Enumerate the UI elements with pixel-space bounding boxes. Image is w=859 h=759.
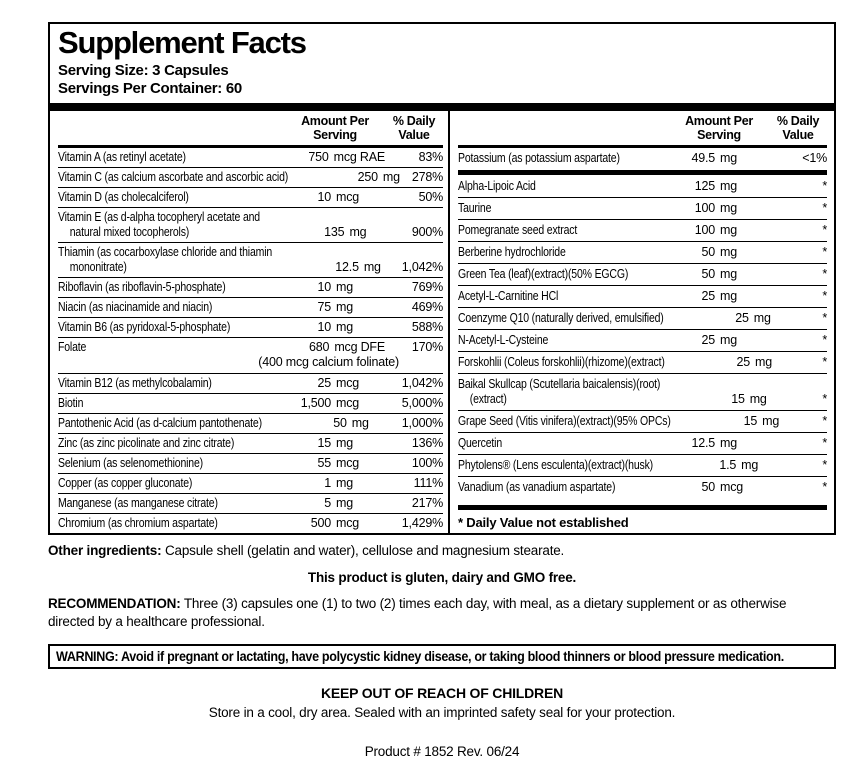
ingredient-name: Vitamin C (as calcium ascorbate and ascorbic acid)	[58, 169, 289, 184]
amount-unit: mg	[741, 457, 759, 472]
amount-unit: mg	[336, 475, 353, 490]
amount-number: 12.5	[691, 435, 715, 450]
amount-cell	[669, 151, 769, 166]
amount-unit: mg	[349, 224, 367, 239]
right-panel	[448, 111, 834, 533]
amount-per-serving-header: Amount Per Serving	[301, 113, 369, 142]
ingredient-name: Chromium (as chromium aspartate)	[58, 515, 218, 530]
amount-cell	[298, 225, 390, 240]
amount-number: 1.5	[719, 457, 737, 472]
amount-unit: mcg	[336, 455, 360, 470]
amount-number: 25	[701, 332, 715, 347]
daily-value: 83%	[418, 149, 443, 164]
ingredient-name: Berberine hydrochloride	[458, 244, 566, 259]
amount-number: 680	[309, 339, 330, 354]
label-footer	[48, 543, 836, 759]
amount-number: 10	[317, 189, 331, 204]
amount-number: 50	[701, 244, 715, 259]
daily-value: *	[822, 266, 827, 281]
ingredient-name: Vitamin A (as retinyl acetate)	[58, 149, 186, 164]
amount-unit: mg	[336, 299, 353, 314]
table-row	[58, 317, 443, 337]
table-row	[458, 285, 827, 307]
table-row	[58, 148, 443, 167]
ingredient-name: Grape Seed (Vitis vinifera)(extract)(95% OPCs)	[458, 413, 671, 428]
ingredient-name: Forskohlii (Coleus forskohlii)(rhizome)(extract)	[458, 354, 665, 369]
daily-value: 769%	[411, 279, 443, 294]
ingredient-name: Vitamin D (as cholecalciferol)	[58, 189, 189, 204]
amount-unit: mg	[336, 495, 353, 510]
amount-number: 25	[701, 288, 715, 303]
serving-size: Serving Size: 3 Capsules	[58, 62, 229, 80]
amount-number: 15	[743, 413, 758, 428]
ingredient-name: Vitamin B6 (as pyridoxal-5-phosphate)	[58, 319, 231, 334]
table-row	[58, 242, 443, 277]
amount-cell	[711, 414, 784, 429]
daily-value: <1%	[802, 150, 827, 165]
table-row	[458, 410, 827, 432]
table-row	[458, 307, 827, 329]
amount-per-serving-header: Amount Per Serving	[685, 113, 753, 142]
table-row	[458, 351, 827, 373]
amount-number: 250	[357, 169, 378, 184]
amount-number: 500	[310, 515, 331, 530]
amount-cell	[690, 458, 777, 473]
amount-cell	[285, 320, 385, 335]
daily-value: *	[822, 244, 827, 259]
amount-number: 55	[317, 455, 331, 470]
table-row	[458, 241, 827, 263]
ingredient-name: Green Tea (leaf)(extract)(50% EGCG)	[458, 266, 629, 281]
table-row	[458, 329, 827, 351]
table-row	[58, 413, 443, 433]
daily-value: *	[822, 200, 827, 215]
amount-number: 12.5	[335, 259, 359, 274]
table-row	[458, 219, 827, 241]
table-row	[58, 453, 443, 473]
table-row	[458, 432, 827, 454]
table-row	[458, 197, 827, 219]
table-row	[58, 373, 443, 393]
amount-note: (400 mcg calcium folinate)	[258, 354, 399, 369]
amount-unit: mg	[336, 319, 353, 334]
table-row	[58, 167, 443, 187]
table-row	[58, 513, 443, 533]
amount-number: 50	[333, 415, 347, 430]
amount-unit: mg	[720, 266, 737, 281]
ingredient-name: Thiamin (as cocarboxylase chloride and thiamin mononitrate)	[58, 244, 273, 274]
daily-value: *	[822, 178, 827, 193]
amount-unit: mg	[720, 244, 737, 259]
daily-value: 278%	[411, 169, 443, 184]
amount-unit: mg	[720, 332, 737, 347]
table-row	[458, 176, 827, 197]
ingredient-name: Coenzyme Q10 (naturally derived, emulsified)	[458, 310, 664, 325]
table-row	[58, 337, 443, 373]
keep-out-of-reach: KEEP OUT OF REACH OF CHILDREN	[320, 685, 564, 702]
ingredient-name: Quercetin	[458, 435, 503, 450]
daily-value: *	[822, 354, 827, 369]
daily-value: *	[822, 413, 827, 428]
amount-unit: mg	[720, 435, 737, 450]
thick-divider-bar	[50, 103, 834, 111]
facts-header	[50, 24, 834, 103]
recommendation-text: Three (3) capsules one (1) to two (2) times each day, with meal, as a dietary supplement or as otherwise directed by a healthcare professional.	[48, 595, 787, 629]
table-row	[58, 433, 443, 453]
table-row	[58, 473, 443, 493]
amount-number: 10	[317, 279, 331, 294]
amount-unit: mcg	[336, 395, 360, 410]
daily-value: 469%	[411, 299, 443, 314]
amount-unit: mg	[720, 222, 737, 237]
other-ingredients-text: Capsule shell (gelatin and water), cellulose and magnesium stearate.	[164, 542, 565, 558]
amount-cell	[699, 392, 780, 407]
amount-cell	[285, 190, 385, 205]
amount-unit: mg	[720, 200, 737, 215]
amount-cell	[285, 300, 385, 315]
amount-unit: mcg	[336, 375, 360, 390]
amount-number: 125	[694, 178, 715, 193]
amount-number: 15	[731, 391, 745, 406]
amount-unit: mg	[762, 413, 780, 428]
amount-number: 750	[308, 149, 329, 164]
amount-cell	[285, 496, 385, 511]
amount-unit: mcg DFE	[334, 339, 385, 354]
table-row	[58, 187, 443, 207]
ingredient-name: Taurine	[458, 200, 492, 215]
amount-number: 75	[317, 299, 331, 314]
supplement-label	[48, 22, 836, 759]
ingredient-name: Niacin (as niacinamide and niacin)	[58, 299, 213, 314]
left-column-headers	[58, 111, 443, 148]
ingredient-name: Copper (as copper gluconate)	[58, 475, 193, 490]
facts-columns	[50, 111, 834, 533]
warning-box	[48, 644, 836, 669]
daily-value: 50%	[418, 189, 443, 204]
ingredient-name: Pomegranate seed extract	[458, 222, 578, 237]
amount-cell	[285, 436, 385, 451]
right-rows	[458, 176, 827, 498]
amount-cell	[285, 376, 385, 391]
left-panel	[50, 111, 448, 533]
mid-divider-bar	[458, 505, 827, 510]
amount-cell	[669, 179, 769, 194]
ingredient-name: Biotin	[58, 395, 84, 410]
amount-cell	[285, 456, 385, 471]
amount-cell	[313, 260, 395, 275]
daily-value: 5,000%	[401, 395, 443, 410]
amount-unit: mg	[720, 288, 737, 303]
daily-value: 1,000%	[401, 415, 443, 430]
daily-value: *	[822, 479, 827, 494]
daily-value: *	[822, 310, 827, 325]
amount-cell	[669, 201, 769, 216]
ingredient-name: Alpha-Lipoic Acid	[458, 178, 536, 193]
daily-value-header: % Daily Value	[392, 113, 436, 142]
amount-unit: mcg	[720, 479, 744, 494]
daily-value: 111%	[413, 475, 443, 490]
storage-instructions: Store in a cool, dry area. Sealed with an imprinted safety seal for your protection.	[208, 705, 676, 721]
ingredient-name: Acetyl-L-Carnitine HCl	[458, 288, 559, 303]
ingredient-name: Baikal Skullcap (Scutellaria baicalensis)(root) (extract)	[458, 376, 661, 406]
daily-value: *	[822, 457, 827, 472]
amount-number: 50	[701, 266, 715, 281]
ingredient-name: Pantothenic Acid (as d-calcium pantothenate)	[58, 415, 262, 430]
daily-value-header: % Daily Value	[776, 113, 820, 142]
amount-number: 25	[736, 354, 751, 369]
amount-cell	[669, 480, 769, 495]
daily-value: 1,042%	[401, 375, 443, 390]
daily-value: 136%	[411, 435, 443, 450]
daily-value: 900%	[411, 224, 443, 239]
amount-unit: mg	[382, 169, 400, 184]
left-rows	[58, 148, 443, 533]
table-row	[458, 148, 827, 169]
amount-number: 1	[324, 475, 331, 490]
daily-value: *	[822, 288, 827, 303]
page-title: Supplement Facts	[58, 25, 306, 60]
table-row	[458, 373, 827, 410]
amount-number: 50	[701, 479, 715, 494]
recommendation-label: RECOMMENDATION:	[48, 595, 181, 611]
daily-value: 217%	[411, 495, 443, 510]
amount-unit: mg	[363, 259, 381, 274]
amount-cell	[285, 280, 385, 295]
amount-number: 135	[324, 224, 345, 239]
mid-divider-bar	[458, 170, 827, 175]
gluten-dairy-gmo-claim: This product is gluten, dairy and GMO free.	[307, 569, 577, 585]
amount-number: 5	[324, 495, 331, 510]
table-row	[458, 263, 827, 285]
amount-number: 10	[317, 319, 331, 334]
amount-cell	[669, 267, 769, 282]
amount-unit: mg	[720, 178, 737, 193]
right-top-rows	[458, 148, 827, 169]
amount-cell	[669, 245, 769, 260]
table-row	[58, 277, 443, 297]
amount-unit: mg	[755, 354, 772, 369]
daily-value: 1,429%	[401, 515, 443, 530]
amount-cell	[285, 396, 385, 411]
amount-cell	[669, 289, 769, 304]
daily-value-footnote: * Daily Value not established	[458, 514, 629, 530]
amount-cell	[669, 223, 769, 238]
product-code: Product # 1852 Rev. 06/24	[364, 744, 520, 759]
footnote-block	[458, 504, 827, 533]
supplement-facts-box	[48, 22, 836, 535]
amount-cell	[703, 311, 782, 326]
daily-value: 588%	[411, 319, 443, 334]
ingredient-name: Vitamin B12 (as methylcobalamin)	[58, 375, 212, 390]
ingredient-name: Manganese (as manganese citrate)	[58, 495, 218, 510]
amount-cell	[332, 170, 402, 185]
table-row	[458, 476, 827, 498]
table-row	[58, 207, 443, 242]
table-row	[458, 454, 827, 476]
warning-text: WARNING: Avoid if pregnant or lactating, have polycystic kidney disease, or taking blood thinners or blood pressure medication.	[56, 649, 784, 665]
daily-value: *	[822, 391, 827, 406]
amount-unit: mcg RAE	[333, 149, 385, 164]
daily-value: *	[822, 332, 827, 347]
amount-cell	[704, 355, 782, 370]
amount-unit: mg	[336, 279, 353, 294]
daily-value: *	[822, 222, 827, 237]
amount-unit: mg	[749, 391, 767, 406]
servings-per-container: Servings Per Container: 60	[58, 80, 242, 98]
right-column-headers	[458, 111, 827, 148]
ingredient-name: Selenium (as selenomethionine)	[58, 455, 203, 470]
amount-number: 25	[735, 310, 749, 325]
amount-cell	[301, 416, 391, 431]
amount-number: 15	[317, 435, 331, 450]
other-ingredients-label: Other ingredients:	[48, 542, 162, 558]
amount-unit: mg	[336, 435, 353, 450]
ingredient-name: Phytolens® (Lens esculenta)(extract)(husk)	[458, 457, 654, 472]
amount-number: 100	[694, 222, 715, 237]
ingredient-name: Vanadium (as vanadium aspartate)	[458, 479, 616, 494]
amount-unit: mg	[753, 310, 771, 325]
amount-unit: mg	[720, 150, 737, 165]
daily-value: *	[822, 435, 827, 450]
ingredient-name: Vitamin E (as d-alpha tocopheryl acetate and natural mixed tocopherols)	[58, 209, 260, 239]
recommendation	[48, 595, 836, 631]
table-row	[58, 493, 443, 513]
daily-value: 1,042%	[401, 259, 443, 274]
ingredient-name: Zinc (as zinc picolinate and zinc citrate)	[58, 435, 235, 450]
ingredient-name: N-Acetyl-L-Cysteine	[458, 332, 549, 347]
amount-cell	[258, 339, 399, 369]
amount-number: 25	[317, 375, 331, 390]
amount-number: 1,500	[300, 395, 331, 410]
amount-cell	[285, 476, 385, 491]
amount-cell	[285, 150, 385, 165]
amount-cell	[669, 333, 769, 348]
amount-cell	[669, 436, 769, 451]
ingredient-name: Potassium (as potassium aspartate)	[458, 150, 620, 165]
amount-unit: mcg	[336, 189, 360, 204]
amount-unit: mg	[351, 415, 369, 430]
ingredient-name: Riboflavin (as riboflavin-5-phosphate)	[58, 279, 226, 294]
table-row	[58, 393, 443, 413]
daily-value: 170%	[411, 339, 443, 354]
other-ingredients	[48, 543, 836, 558]
amount-unit: mcg	[336, 515, 360, 530]
daily-value: 100%	[411, 455, 443, 470]
amount-cell	[285, 516, 385, 531]
table-row	[58, 297, 443, 317]
amount-number: 49.5	[691, 150, 715, 165]
amount-number: 100	[694, 200, 715, 215]
ingredient-name: Folate	[58, 339, 87, 354]
